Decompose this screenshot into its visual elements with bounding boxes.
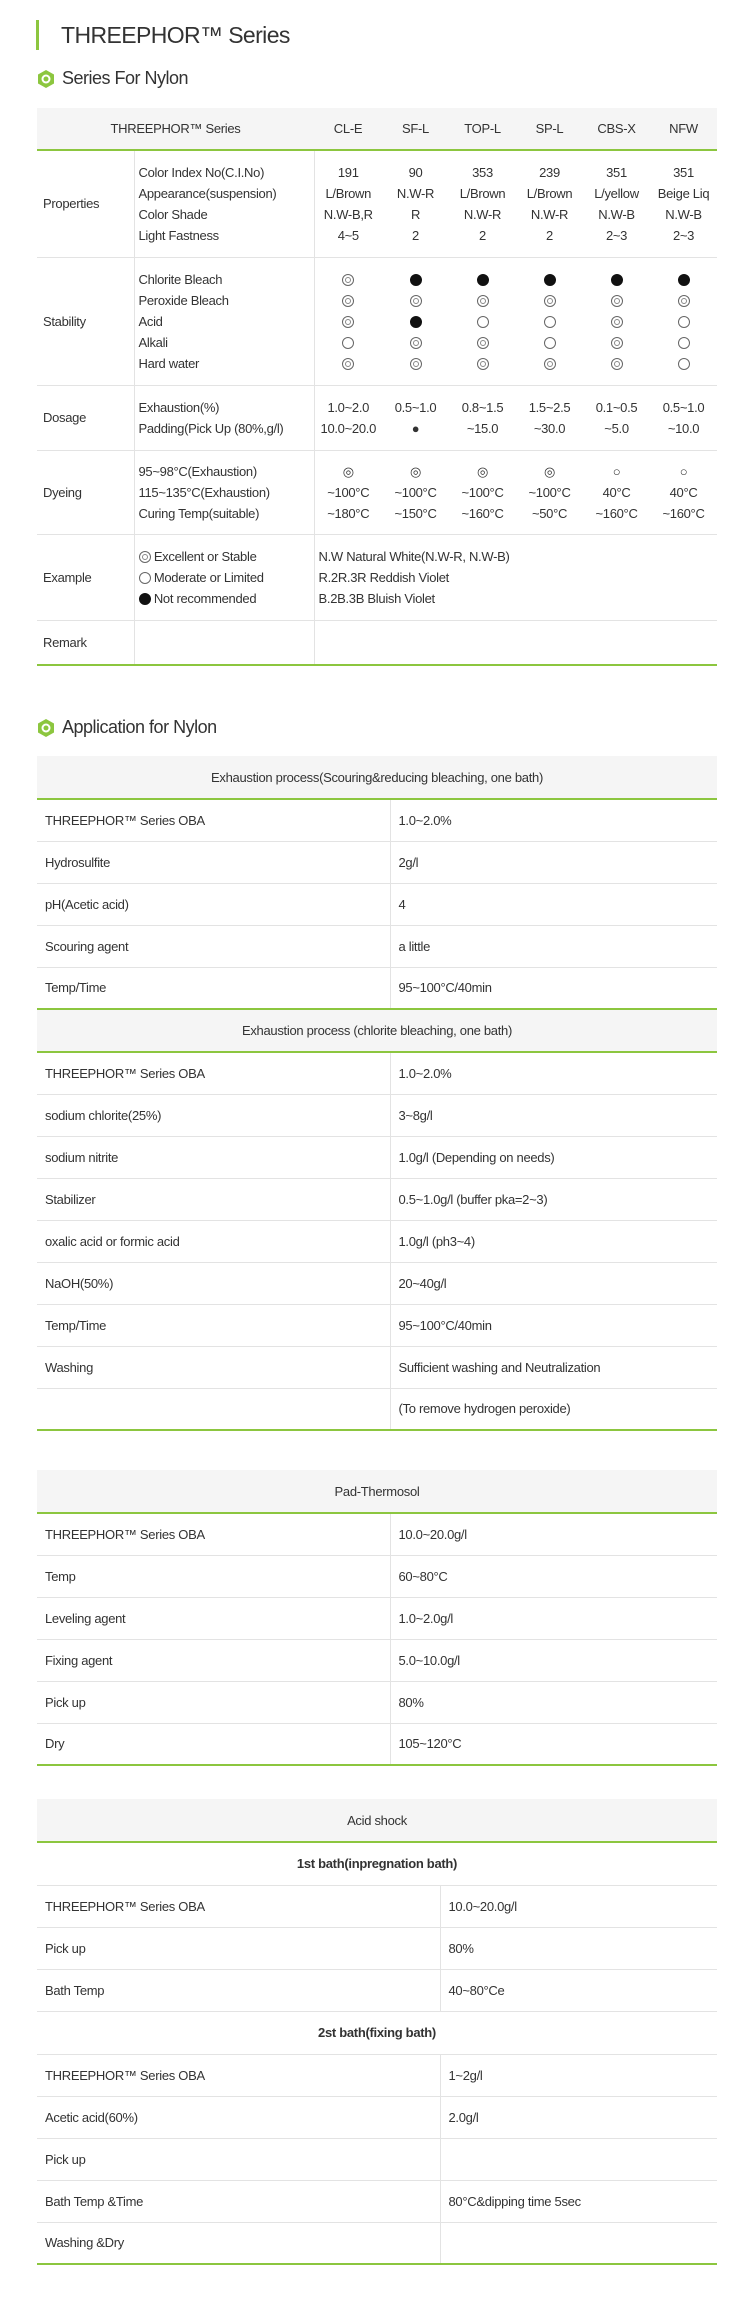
symbol-line <box>650 353 717 374</box>
table-row <box>37 1178 717 1220</box>
exhaustion-table <box>37 756 717 1431</box>
section-title-series <box>36 68 188 89</box>
table-row <box>37 1927 717 1969</box>
note-text: R.2R.3R Reddish Violet <box>318 569 449 585</box>
table-title: Pad-Thermosol <box>334 1483 420 1499</box>
remark-row <box>37 620 717 665</box>
sub-header <box>37 2011 717 2054</box>
item-text: Appearance(suspension) <box>138 185 277 201</box>
param-name: Pick up <box>45 1694 86 1710</box>
table-row <box>37 1639 717 1681</box>
filled-circle-icon <box>611 274 623 286</box>
table-header <box>37 1009 717 1052</box>
param-name: Dry <box>45 1736 65 1752</box>
series-header-row <box>37 108 717 150</box>
item-text: Light Fastness <box>138 227 219 243</box>
series-header-cell: SF-L <box>402 121 429 136</box>
dyeing-items <box>134 450 314 534</box>
param-value: 2g/l <box>390 841 717 883</box>
filled-circle-icon <box>410 274 422 286</box>
open-circle-icon <box>477 316 489 328</box>
item-text: Color Index No(C.I.No) <box>138 164 265 180</box>
value-cell: 0.5~1.0 ● <box>394 399 437 436</box>
param-value: (To remove hydrogen peroxide) <box>390 1388 717 1430</box>
param-name: Temp/Time <box>45 980 107 996</box>
param-value: 1.0g/l (ph3~4) <box>390 1220 717 1262</box>
dosage-items <box>134 385 314 450</box>
param-value <box>440 2222 717 2264</box>
bath-title: 2st bath(fixing bath) <box>318 2025 436 2040</box>
param-value: Sufficient washing and Neutralization <box>390 1346 717 1388</box>
table-row <box>37 1681 717 1723</box>
item-text: Chlorite Bleach <box>138 271 223 287</box>
table-row <box>37 1220 717 1262</box>
item-text: Padding(Pick Up (80%,g/l) <box>138 420 284 436</box>
filled-circle-icon <box>139 593 151 605</box>
value-cell: 0.8~1.5 ~15.0 <box>461 399 504 436</box>
item-text: Color Shade <box>138 206 208 222</box>
table-row <box>37 1597 717 1639</box>
param-name: Pick up <box>45 2151 86 2167</box>
table-row <box>37 841 717 883</box>
symbol-line <box>650 332 717 353</box>
table-row <box>37 2138 717 2180</box>
stability-row <box>37 257 717 385</box>
symbol-line <box>650 269 717 290</box>
table-row <box>37 967 717 1009</box>
filled-circle-icon <box>544 274 556 286</box>
hexagon-icon <box>36 718 56 738</box>
value-cell: ◎ ~100°C ~150°C <box>394 463 437 521</box>
symbol-line <box>449 269 516 290</box>
symbol-cell <box>650 257 717 385</box>
table-row <box>37 925 717 967</box>
open-circle-icon <box>678 337 690 349</box>
param-name: Acetic acid(60%) <box>45 2109 138 2125</box>
param-name: Fixing agent <box>45 1652 113 1668</box>
double-circle-icon <box>477 358 489 370</box>
dosage-row <box>37 385 717 450</box>
double-circle-icon <box>342 295 354 307</box>
value-cell: 90 N.W-R R 2 <box>396 164 435 243</box>
symbol-line <box>583 290 650 311</box>
section-title-application <box>36 717 217 738</box>
param-value: 105~120°C <box>390 1723 717 1765</box>
param-value: a little <box>390 925 717 967</box>
item-text: Alkali <box>138 334 168 350</box>
open-circle-icon <box>544 337 556 349</box>
symbol-line <box>315 353 383 374</box>
double-circle-icon <box>342 358 354 370</box>
page-title: THREEPHOR™ Series <box>36 20 290 50</box>
item-text: 115~135°C(Exhaustion) <box>138 484 270 500</box>
hexagon-icon <box>36 69 56 89</box>
table-row <box>37 2096 717 2138</box>
item-text: Exhaustion(%) <box>138 399 220 415</box>
symbol-line <box>516 290 583 311</box>
row-label: Stability <box>37 257 134 385</box>
value-cell: 239 L/Brown N.W-R 2 <box>526 164 573 243</box>
double-circle-icon <box>477 295 489 307</box>
note-text: N.W Natural White(N.W-R, N.W-B) <box>318 548 510 564</box>
table-row <box>37 1388 717 1430</box>
open-circle-icon <box>678 316 690 328</box>
value-cell: 1.0~2.0 10.0~20.0 <box>320 399 377 436</box>
param-name: THREEPHOR™ Series OBA <box>45 1526 205 1542</box>
table-header <box>37 756 717 799</box>
double-circle-icon <box>611 337 623 349</box>
param-name: Stabilizer <box>45 1191 96 1207</box>
double-circle-icon <box>477 337 489 349</box>
param-name: sodium nitrite <box>45 1149 119 1165</box>
filled-circle-icon <box>678 274 690 286</box>
param-value: 1.0g/l (Depending on needs) <box>390 1136 717 1178</box>
param-name: Hydrosulfite <box>45 854 111 870</box>
properties-row <box>37 150 717 257</box>
param-name: oxalic acid or formic acid <box>45 1233 180 1249</box>
symbol-line <box>650 290 717 311</box>
param-value: 3~8g/l <box>390 1094 717 1136</box>
table-row <box>37 883 717 925</box>
param-name: pH(Acetic acid) <box>45 896 129 912</box>
param-value: 10.0~20.0g/l <box>440 1885 717 1927</box>
param-value: 80% <box>440 1927 717 1969</box>
series-header-cell: CBS-X <box>597 121 636 136</box>
symbol-line <box>516 311 583 332</box>
param-name: Scouring agent <box>45 938 129 954</box>
table-row <box>37 1969 717 2011</box>
param-value: 80% <box>390 1681 717 1723</box>
remark-cell <box>134 620 314 665</box>
open-circle-icon <box>544 316 556 328</box>
table-row <box>37 1885 717 1927</box>
table-row <box>37 1136 717 1178</box>
table-title: Exhaustion process(Scouring&reducing bleaching, one bath) <box>211 769 543 785</box>
row-label: Example <box>37 534 134 620</box>
value-cell: 191 L/Brown N.W-B,R 4~5 <box>323 164 373 243</box>
param-value: 40~80°Ce <box>440 1969 717 2011</box>
symbol-line <box>382 290 449 311</box>
value-cell: 351 L/yellow N.W-B 2~3 <box>594 164 639 243</box>
param-value: 1~2g/l <box>440 2054 717 2096</box>
table-row <box>37 1094 717 1136</box>
value-cell: 0.5~1.0 ~10.0 <box>662 399 705 436</box>
item-text: 95~98°C(Exhaustion) <box>138 463 257 479</box>
symbol-line <box>583 353 650 374</box>
double-circle-icon <box>410 295 422 307</box>
param-name: NaOH(50%) <box>45 1275 114 1291</box>
param-name: THREEPHOR™ Series OBA <box>45 812 205 828</box>
symbol-line <box>315 290 383 311</box>
symbol-line <box>583 269 650 290</box>
section-title-text: Series For Nylon <box>62 68 189 88</box>
remark-value <box>314 620 717 665</box>
table-title: Acid shock <box>347 1812 407 1828</box>
note-text: B.2B.3B Bluish Violet <box>318 590 435 606</box>
param-value: 1.0~2.0g/l <box>390 1597 717 1639</box>
legend-item: Excellent or Stable <box>139 546 314 567</box>
param-name: Washing &Dry <box>45 2235 124 2251</box>
item-text: Hard water <box>138 355 200 371</box>
param-name: THREEPHOR™ Series OBA <box>45 2067 205 2083</box>
double-circle-icon <box>410 358 422 370</box>
table-body <box>37 1052 717 1430</box>
row-label: Dyeing <box>37 450 134 534</box>
param-name: Washing <box>45 1359 93 1375</box>
symbol-cell <box>382 257 449 385</box>
series-header-cell: TOP-L <box>464 121 501 136</box>
bath-title: 1st bath(inpregnation bath) <box>296 1856 458 1872</box>
table-body <box>37 1513 717 1765</box>
table-title: Exhaustion process (chlorite bleaching, one bath) <box>241 1023 513 1038</box>
double-circle-icon <box>611 316 623 328</box>
param-name: Leveling agent <box>45 1610 126 1626</box>
table-row <box>37 1262 717 1304</box>
row-label: Remark <box>37 620 134 665</box>
param-value: 1.0~2.0% <box>390 799 717 841</box>
symbol-line <box>449 332 516 353</box>
double-circle-icon <box>342 274 354 286</box>
filled-circle-icon <box>477 274 489 286</box>
properties-items <box>134 150 314 257</box>
param-name: Temp <box>45 1568 76 1584</box>
item-text: Acid <box>138 313 163 329</box>
open-circle-icon <box>139 572 151 584</box>
example-notes <box>314 534 717 620</box>
symbol-line <box>449 311 516 332</box>
table-row <box>37 2180 717 2222</box>
table-header <box>37 1799 717 1842</box>
value-cell: ◎ ~100°C ~180°C <box>327 463 370 521</box>
table-row <box>37 1513 717 1555</box>
pad-thermosol-table <box>37 1470 717 1766</box>
param-value: 20~40g/l <box>390 1262 717 1304</box>
symbol-cell <box>449 257 516 385</box>
table-body <box>37 1885 717 2011</box>
value-cell: ○ 40°C ~160°C <box>595 463 638 521</box>
param-name: Bath Temp &Time <box>45 2193 144 2209</box>
double-circle-icon <box>611 358 623 370</box>
row-label: Properties <box>37 150 134 257</box>
symbol-line <box>449 353 516 374</box>
table-row <box>37 1723 717 1765</box>
symbol-line <box>315 269 383 290</box>
open-circle-icon <box>678 358 690 370</box>
legend <box>134 534 314 620</box>
table-row <box>37 1346 717 1388</box>
param-name <box>37 1388 390 1430</box>
table-row <box>37 1304 717 1346</box>
value-cell: 353 L/Brown N.W-R 2 <box>459 164 506 243</box>
example-row <box>37 534 717 620</box>
value-cell: 1.5~2.5 ~30.0 <box>528 399 571 436</box>
table-row <box>37 799 717 841</box>
param-value: 80°C&dipping time 5sec <box>440 2180 717 2222</box>
legend-item: Moderate or Limited <box>139 567 314 588</box>
param-value: 1.0~2.0% <box>390 1052 717 1094</box>
param-name: Temp/Time <box>45 1317 107 1333</box>
symbol-cell <box>583 257 650 385</box>
symbol-cell <box>314 257 382 385</box>
symbol-line <box>382 332 449 353</box>
param-name: sodium chlorite(25%) <box>45 1107 162 1123</box>
table-row <box>37 1052 717 1094</box>
series-header-cell: SP-L <box>535 121 564 136</box>
double-circle-icon <box>544 358 556 370</box>
symbol-line <box>516 332 583 353</box>
symbol-line <box>650 311 717 332</box>
symbol-line <box>583 332 650 353</box>
param-value: 10.0~20.0g/l <box>390 1513 717 1555</box>
symbol-line <box>382 353 449 374</box>
table-body <box>37 2054 717 2264</box>
param-value: 5.0~10.0g/l <box>390 1639 717 1681</box>
open-circle-icon <box>342 337 354 349</box>
symbol-line <box>382 311 449 332</box>
dyeing-row <box>37 450 717 534</box>
param-name: THREEPHOR™ Series OBA <box>45 1898 205 1914</box>
row-label: Dosage <box>37 385 134 450</box>
series-header-cell: NFW <box>669 121 698 136</box>
double-circle-icon <box>139 551 151 563</box>
value-cell: 0.1~0.5 ~5.0 <box>595 399 638 436</box>
symbol-line <box>516 269 583 290</box>
symbol-line <box>382 269 449 290</box>
double-circle-icon <box>544 295 556 307</box>
series-header-cell: CL-E <box>333 121 363 136</box>
stability-items <box>134 257 314 385</box>
param-name: Pick up <box>45 1940 86 1956</box>
item-text: Peroxide Bleach <box>138 292 229 308</box>
symbol-cell <box>516 257 583 385</box>
acid-shock-table <box>37 1799 717 2265</box>
symbol-line <box>315 332 383 353</box>
sub-header <box>37 1842 717 1885</box>
param-value: 4 <box>390 883 717 925</box>
double-circle-icon <box>410 337 422 349</box>
symbol-line <box>315 311 383 332</box>
param-value: 60~80°C <box>390 1555 717 1597</box>
param-value: 95~100°C/40min <box>390 1304 717 1346</box>
table-row <box>37 2222 717 2264</box>
table-row <box>37 1555 717 1597</box>
item-text: Curing Temp(suitable) <box>138 505 260 521</box>
param-value: 0.5~1.0g/l (buffer pka=2~3) <box>390 1178 717 1220</box>
legend-item: Not recommended <box>139 588 314 609</box>
double-circle-icon <box>611 295 623 307</box>
double-circle-icon <box>678 295 690 307</box>
series-header-cell: THREEPHOR™ Series <box>110 121 241 136</box>
param-name: Bath Temp <box>45 1982 105 1998</box>
symbol-line <box>449 290 516 311</box>
table-body <box>37 799 717 1009</box>
symbol-line <box>583 311 650 332</box>
param-value: 2.0g/l <box>440 2096 717 2138</box>
table-header <box>37 1470 717 1513</box>
param-value <box>440 2138 717 2180</box>
double-circle-icon <box>342 316 354 328</box>
value-cell: ○ 40°C ~160°C <box>662 463 705 521</box>
value-cell: 351 Beige Liq N.W-B 2~3 <box>657 164 710 243</box>
section-title-text: Application for Nylon <box>62 717 217 737</box>
value-cell: ◎ ~100°C ~160°C <box>461 463 504 521</box>
param-value: 95~100°C/40min <box>390 967 717 1009</box>
param-name: THREEPHOR™ Series OBA <box>45 1065 205 1081</box>
filled-circle-icon <box>410 316 422 328</box>
symbol-line <box>516 353 583 374</box>
value-cell: ◎ ~100°C ~50°C <box>528 463 571 521</box>
table-row <box>37 2054 717 2096</box>
series-table <box>37 108 717 666</box>
